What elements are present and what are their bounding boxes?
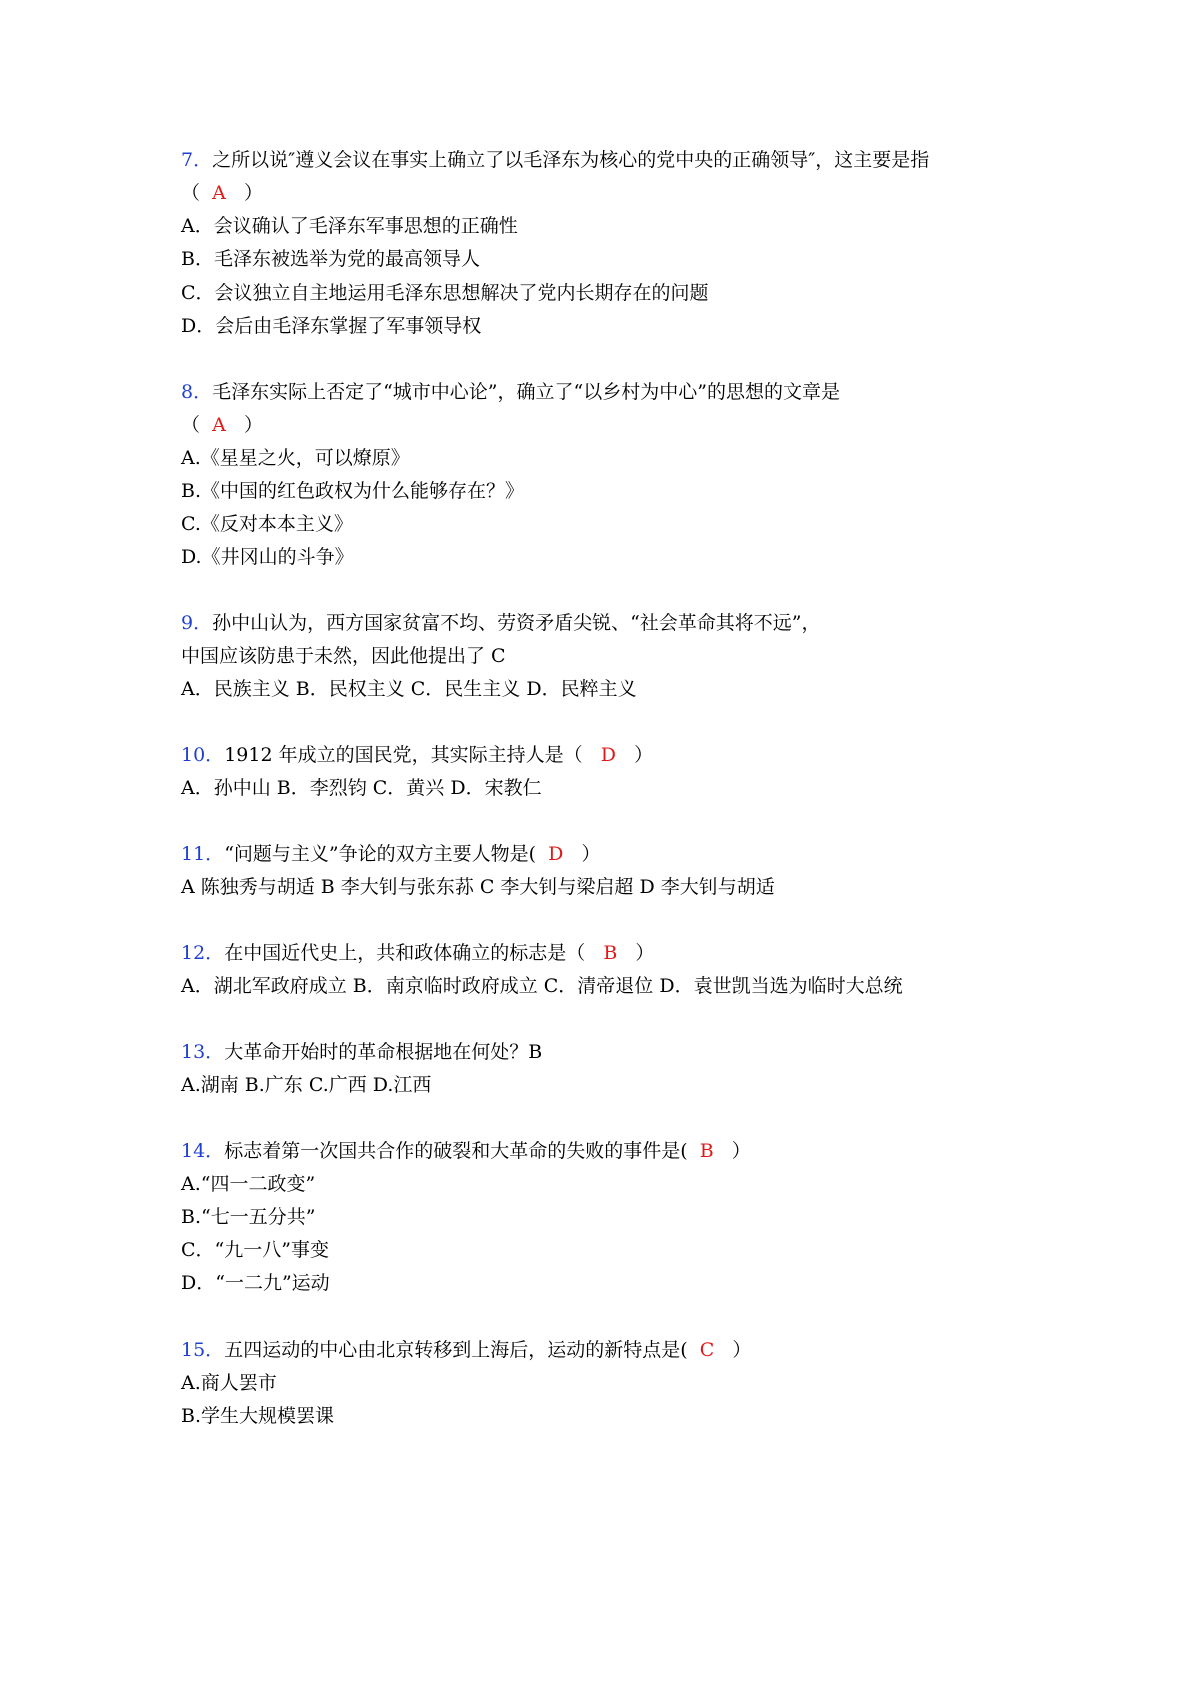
option-line: B．毛泽东被选举为党的最高领导人	[181, 248, 480, 270]
answer-close-paren: ）	[581, 843, 601, 865]
option-line: C.《反对本本主义》	[181, 513, 353, 535]
option-line: D.《井冈山的斗争》	[181, 546, 354, 568]
option-line: D．会后由毛泽东掌握了军事领导权	[181, 315, 482, 337]
question-9-stem-line	[181, 611, 821, 635]
question-stem: 孙中山认为，西方国家贫富不均、劳资矛盾尖锐、“社会革命其将不远”，	[212, 612, 821, 634]
question-number: 9．	[181, 612, 213, 634]
answer-key: D	[548, 843, 564, 865]
question-number: 11．	[181, 843, 225, 865]
option-line: A.“四一二政变”	[181, 1173, 316, 1195]
question-stem: 标志着第一次国共合作的破裂和大革命的失败的事件是(	[224, 1140, 688, 1162]
option-line: C．“九一八”事变	[181, 1239, 329, 1261]
question-stem: 1912 年成立的国民党，其实际主持人是（	[224, 744, 583, 766]
option-line: A．会议确认了毛泽东军事思想的正确性	[181, 215, 518, 237]
answer-key: A	[212, 182, 226, 204]
question-7-answer-line	[181, 181, 263, 205]
question-number: 14．	[181, 1140, 225, 1162]
question-stem: 大革命开始时的革命根据地在何处？B	[224, 1041, 543, 1063]
question-8-answer-line	[181, 413, 263, 437]
answer-key: B	[603, 942, 618, 964]
answer-key: A	[212, 414, 226, 436]
question-number: 13．	[181, 1041, 225, 1063]
answer-close-paren: ）	[732, 1339, 752, 1361]
question-stem: “问题与主义”争论的双方主要人物是(	[224, 843, 537, 865]
answer-close-paren: ）	[243, 182, 263, 204]
question-11-stem-line	[181, 842, 601, 866]
option-line: A．湖北军政府成立 B．南京临时政府成立 C．清帝退位 D．袁世凯当选为临时大总统	[181, 975, 903, 997]
answer-open-paren: （	[181, 414, 201, 436]
option-line: A.商人罢市	[181, 1372, 277, 1394]
question-stem: 在中国近代史上，共和政体确立的标志是（	[224, 942, 586, 964]
answer-close-paren: ）	[243, 414, 263, 436]
answer-close-paren: ）	[634, 744, 654, 766]
option-line: C．会议独立自主地运用毛泽东思想解决了党内长期存在的问题	[181, 282, 709, 304]
option-line: A.《星星之火，可以燎原》	[181, 447, 410, 469]
question-stem: 毛泽东实际上否定了“城市中心论”，确立了“以乡村为中心”的思想的文章是	[212, 381, 840, 403]
option-line: A．孙中山 B．李烈钧 C．黄兴 D．宋教仁	[181, 777, 542, 799]
question-12-stem-line	[181, 941, 654, 965]
question-13-stem-line	[181, 1040, 542, 1064]
option-line: B.《中国的红色政权为什么能够存在？》	[181, 480, 525, 502]
question-8-stem-line	[181, 380, 840, 404]
question-number: 10．	[181, 744, 225, 766]
option-line: A．民族主义 B．民权主义 C．民生主义 D．民粹主义	[181, 678, 637, 700]
question-10-stem-line	[181, 743, 653, 767]
question-number: 12．	[181, 942, 225, 964]
question-stem: 五四运动的中心由北京转移到上海后，运动的新特点是(	[224, 1339, 688, 1361]
answer-close-paren: ）	[635, 942, 655, 964]
question-stem-continued: 中国应该防患于未然，因此他提出了 C	[181, 645, 506, 667]
question-14-stem-line	[181, 1139, 751, 1163]
option-line: D．“一二九”运动	[181, 1272, 330, 1294]
answer-key: D	[600, 744, 616, 766]
answer-open-paren: （	[181, 182, 201, 204]
question-number: 8．	[181, 381, 213, 403]
answer-key: B	[699, 1140, 714, 1162]
question-7-stem-line	[181, 148, 929, 172]
question-number: 7．	[181, 149, 213, 171]
question-number: 15．	[181, 1339, 225, 1361]
question-stem: 之所以说″遵义会议在事实上确立了以毛泽东为核心的党中央的正确领导″，这主要是指	[212, 149, 930, 171]
option-line: A.湖南 B.广东 C.广西 D.江西	[181, 1074, 432, 1096]
answer-key: C	[699, 1339, 715, 1361]
option-line: A 陈独秀与胡适 B 李大钊与张东荪 C 李大钊与梁启超 D 李大钊与胡适	[181, 876, 775, 898]
question-15-stem-line	[181, 1338, 751, 1362]
option-line: B.学生大规模罢课	[181, 1405, 335, 1427]
option-line: B.“七一五分共”	[181, 1206, 316, 1228]
answer-close-paren: ）	[731, 1140, 751, 1162]
